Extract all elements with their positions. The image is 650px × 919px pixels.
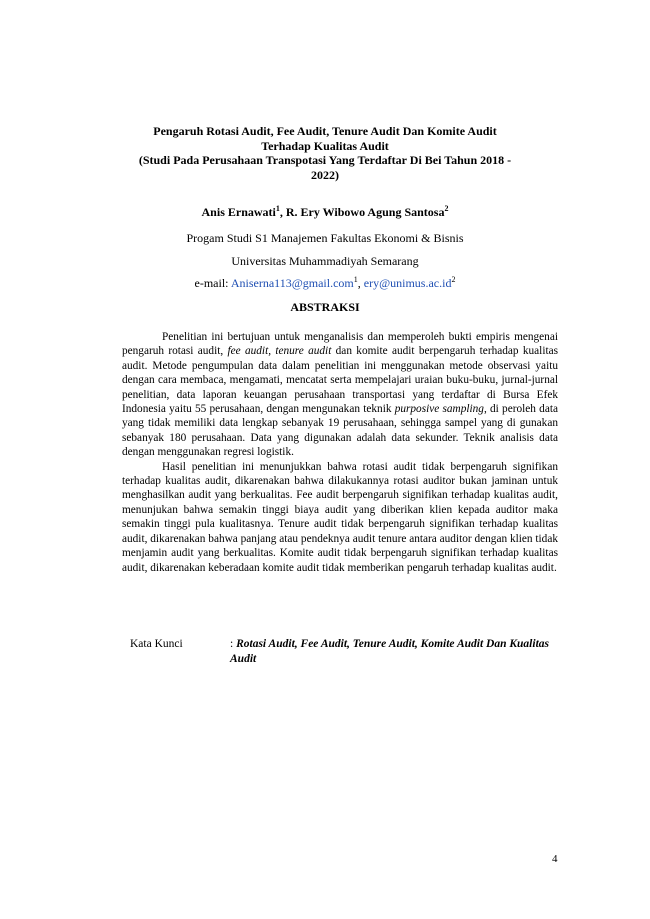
- title-subtitle: 2022): [311, 167, 339, 182]
- author-list: [80, 205, 570, 220]
- abstract-body: [122, 330, 558, 575]
- page-number: 4: [552, 853, 558, 865]
- title-subtitle: (Studi Pada Perusahaan Transpotasi Yang Terdaftar Di Bei Tahun 2018 -: [138, 153, 512, 167]
- keywords-label: Kata Kunci: [130, 638, 183, 650]
- author-affil-marker: 1: [275, 204, 280, 213]
- abstract-italic: fee audit, tenure audit: [227, 345, 332, 358]
- email-line: [80, 276, 570, 291]
- paper-title: [110, 124, 540, 182]
- author-name: R. Ery Wibowo Agung Santosa: [285, 205, 445, 219]
- author-separator: ,: [279, 205, 286, 219]
- email-marker: 2: [451, 275, 456, 284]
- title-line: Terhadap Kualitas Audit: [261, 138, 389, 153]
- email-link-1[interactable]: Aniserna113@gmail.com: [230, 276, 354, 290]
- abstract-paragraph-1: [122, 330, 558, 460]
- keywords-text: Rotasi Audit, Fee Audit, Tenure Audit, Komite Audit Dan Kualitas Audit: [230, 638, 549, 665]
- abstract-text: dan komite audit berpengaruh terhadap kualitas audit. Metode pengumpulan data dalam penelitian ini menggunakan metode observasi yaitu dengan cara membaca, mengamati, mencatat serta mempelajari uraian buku-buku, jurnal-jurnal penelitian, data laporan keuangan perusahaan transportasi yang terdaftar di Bursa Efek Indonesia yaitu 55 perusahaan, dengan mengunakan teknik: [122, 345, 559, 416]
- abstract-italic: purposive sampling: [394, 403, 484, 416]
- abstract-text: Penelitian ini bertujuan untuk menganalisis dan memperoleh bukti empiris mengenai pengaruh rotasi audit,: [122, 331, 558, 358]
- email-separator: ,: [357, 276, 364, 290]
- abstract-heading: ABSTRAKSI: [290, 300, 360, 314]
- affiliation-program: Progam Studi S1 Manajemen Fakultas Ekonomi & Bisnis: [186, 231, 464, 245]
- affiliation-university: Universitas Muhammadiyah Semarang: [231, 254, 419, 268]
- keywords-prefix: :: [230, 638, 237, 650]
- email-link-2[interactable]: ery@unimus.ac.id: [363, 276, 452, 290]
- email-label: e-mail:: [194, 276, 231, 290]
- abstract-text: , di peroleh data yang tidak memiliki data lengkap sebanyak 19 perusahaan, sehingga sampel yang di gunakan sebanyak 180 perusahaan. Data yang digunakan adalah data sekunder. Teknik analisis data dengan menggunakan regresi logistik.: [122, 403, 558, 459]
- author-name: Anis Ernawati: [201, 205, 276, 219]
- keywords-values: [230, 637, 560, 667]
- email-marker: 1: [353, 275, 358, 284]
- title-line: Pengaruh Rotasi Audit, Fee Audit, Tenure Audit Dan Komite Audit: [153, 124, 497, 138]
- author-affil-marker: 2: [444, 204, 449, 213]
- abstract-paragraph-2: Hasil penelitian ini menunjukkan bahwa rotasi audit tidak berpengaruh signifikan terhadap kualitas audit, dikarenakan bahwa dilakukannya rotasi auditor bukan jaminan untuk menghasilkan audit yang berkualitas. Fee audit berpengaruh signifikan terhadap kualitas audit, menunjukan bahwa semakin tinggi biaya audit yang diberikan klien kepada auditor maka semakin tinggi pula kualitasnya. Tenure audit tidak berpengaruh signifikan terhadap kualitas audit, dikarenakan bahwa panjang atau pendeknya audit tenure antara auditor dengan klien tidak menjamin audit yang berkualitas. Komite audit tidak berpengaruh signifikan terhadap kualitas audit, dikarenakan keberadaan komite audit tidak memberikan pengaruh terhadap kualitas audit.: [122, 460, 558, 574]
